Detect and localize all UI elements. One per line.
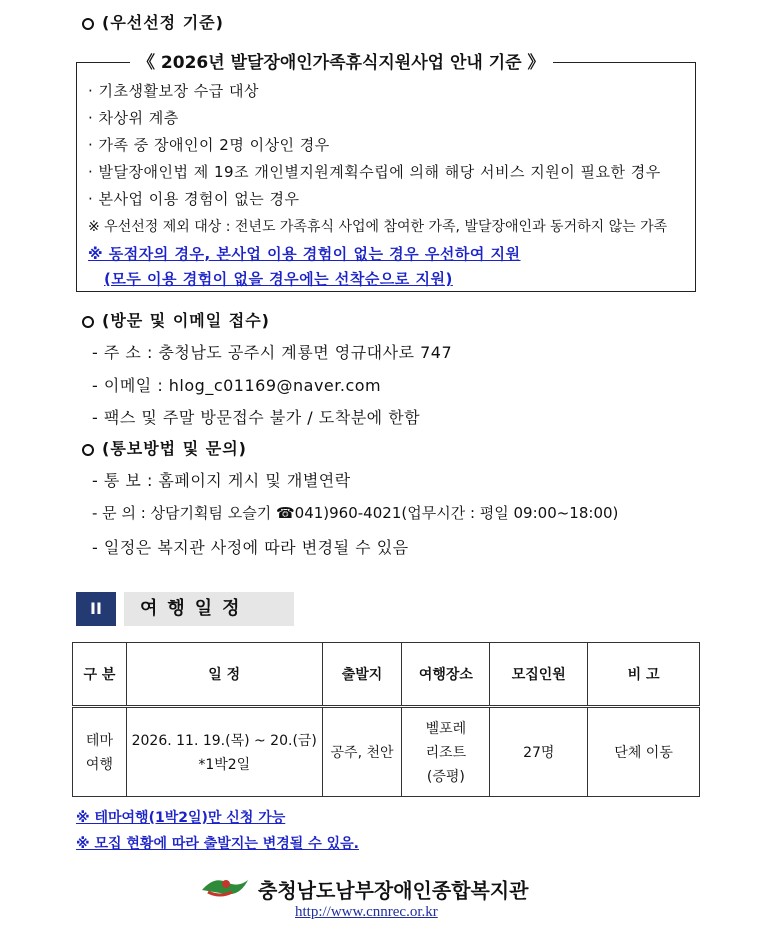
criteria-item: · 기초생활보장 수급 대상	[88, 82, 259, 100]
section-title: 여행일정	[124, 592, 294, 626]
header-capacity: 모집인원	[490, 643, 588, 707]
circle-bullet-icon	[82, 444, 94, 456]
circle-bullet-icon	[82, 18, 94, 30]
footnote-departure-change: ※ 모집 현황에 따라 출발지는 변경될 수 있음.	[76, 836, 359, 852]
apply-restriction: - 팩스 및 주말 방문접수 불가 / 도착분에 한함	[92, 408, 421, 427]
cell-note: 단체 이동	[588, 707, 700, 797]
section-priority-heading: (우선선정 기준)	[82, 10, 224, 33]
section-notice-heading: (통보방법 및 문의)	[82, 436, 247, 459]
apply-email: - 이메일 : hlog_c01169@naver.com	[92, 376, 382, 395]
cell-type: 테마 여행	[73, 707, 127, 797]
org-website-link[interactable]: http://www.cnnrec.or.kr	[295, 904, 438, 920]
notice-inquiry: - 문 의 : 상담기획팀 오슬기 ☎041)960-4021(업무시간 : 평일 09:00~18:00)	[92, 504, 619, 522]
section-apply-heading: (방문 및 이메일 접수)	[82, 308, 270, 331]
cell-schedule: 2026. 11. 19.(목) ~ 20.(금) *1박2일	[126, 707, 322, 797]
table-row	[73, 707, 700, 797]
cell-capacity: 27명	[490, 707, 588, 797]
footnote-theme-only: ※ 테마여행(1박2일)만 신청 가능	[76, 810, 286, 826]
section-number: II	[76, 592, 116, 626]
tiebreak-note: ※ 동점자의 경우, 본사업 이용 경험이 없는 경우 우선하여 지원	[88, 245, 521, 263]
criteria-item: · 차상위 계층	[88, 109, 179, 127]
header-place: 여행장소	[402, 643, 490, 707]
criteria-item: · 가족 중 장애인이 2명 이상인 경우	[88, 136, 330, 154]
apply-address: - 주 소 : 충청남도 공주시 계룡면 영규대사로 747	[92, 343, 453, 362]
org-logo-icon	[200, 872, 250, 906]
schedule-table	[72, 642, 700, 797]
criteria-box-title: 《 2026년 발달장애인가족휴식지원사업 안내 기준 》	[130, 48, 553, 73]
header-schedule: 일 정	[126, 643, 322, 707]
criteria-item: · 발달장애인법 제 19조 개인별지원계획수립에 의해 해당 서비스 지원이 필요한 경우	[88, 163, 661, 181]
header-departure: 출발지	[322, 643, 402, 707]
table-header-row	[73, 643, 700, 707]
criteria-item: · 본사업 이용 경험이 없는 경우	[88, 190, 300, 208]
org-signature	[200, 872, 528, 906]
cell-departure: 공주, 천안	[322, 707, 402, 797]
schedule-section-header	[76, 592, 294, 626]
header-type: 구 분	[73, 643, 127, 707]
notice-change: - 일정은 복지관 사정에 따라 변경될 수 있음	[92, 538, 409, 557]
cell-place: 벨포레 리조트 (증평)	[402, 707, 490, 797]
circle-bullet-icon	[82, 316, 94, 328]
header-note: 비 고	[588, 643, 700, 707]
exclusion-note: ※ 우선선정 제외 대상 : 전년도 가족휴식 사업에 참여한 가족, 발달장애인과 동거하지 않는 가족	[88, 219, 668, 235]
org-name: 충청남도남부장애인종합복지관	[258, 878, 529, 903]
notice-method: - 통 보 : 홈페이지 게시 및 개별연락	[92, 471, 351, 490]
first-come-note: (모두 이용 경험이 없을 경우에는 선착순으로 지원)	[104, 270, 453, 288]
